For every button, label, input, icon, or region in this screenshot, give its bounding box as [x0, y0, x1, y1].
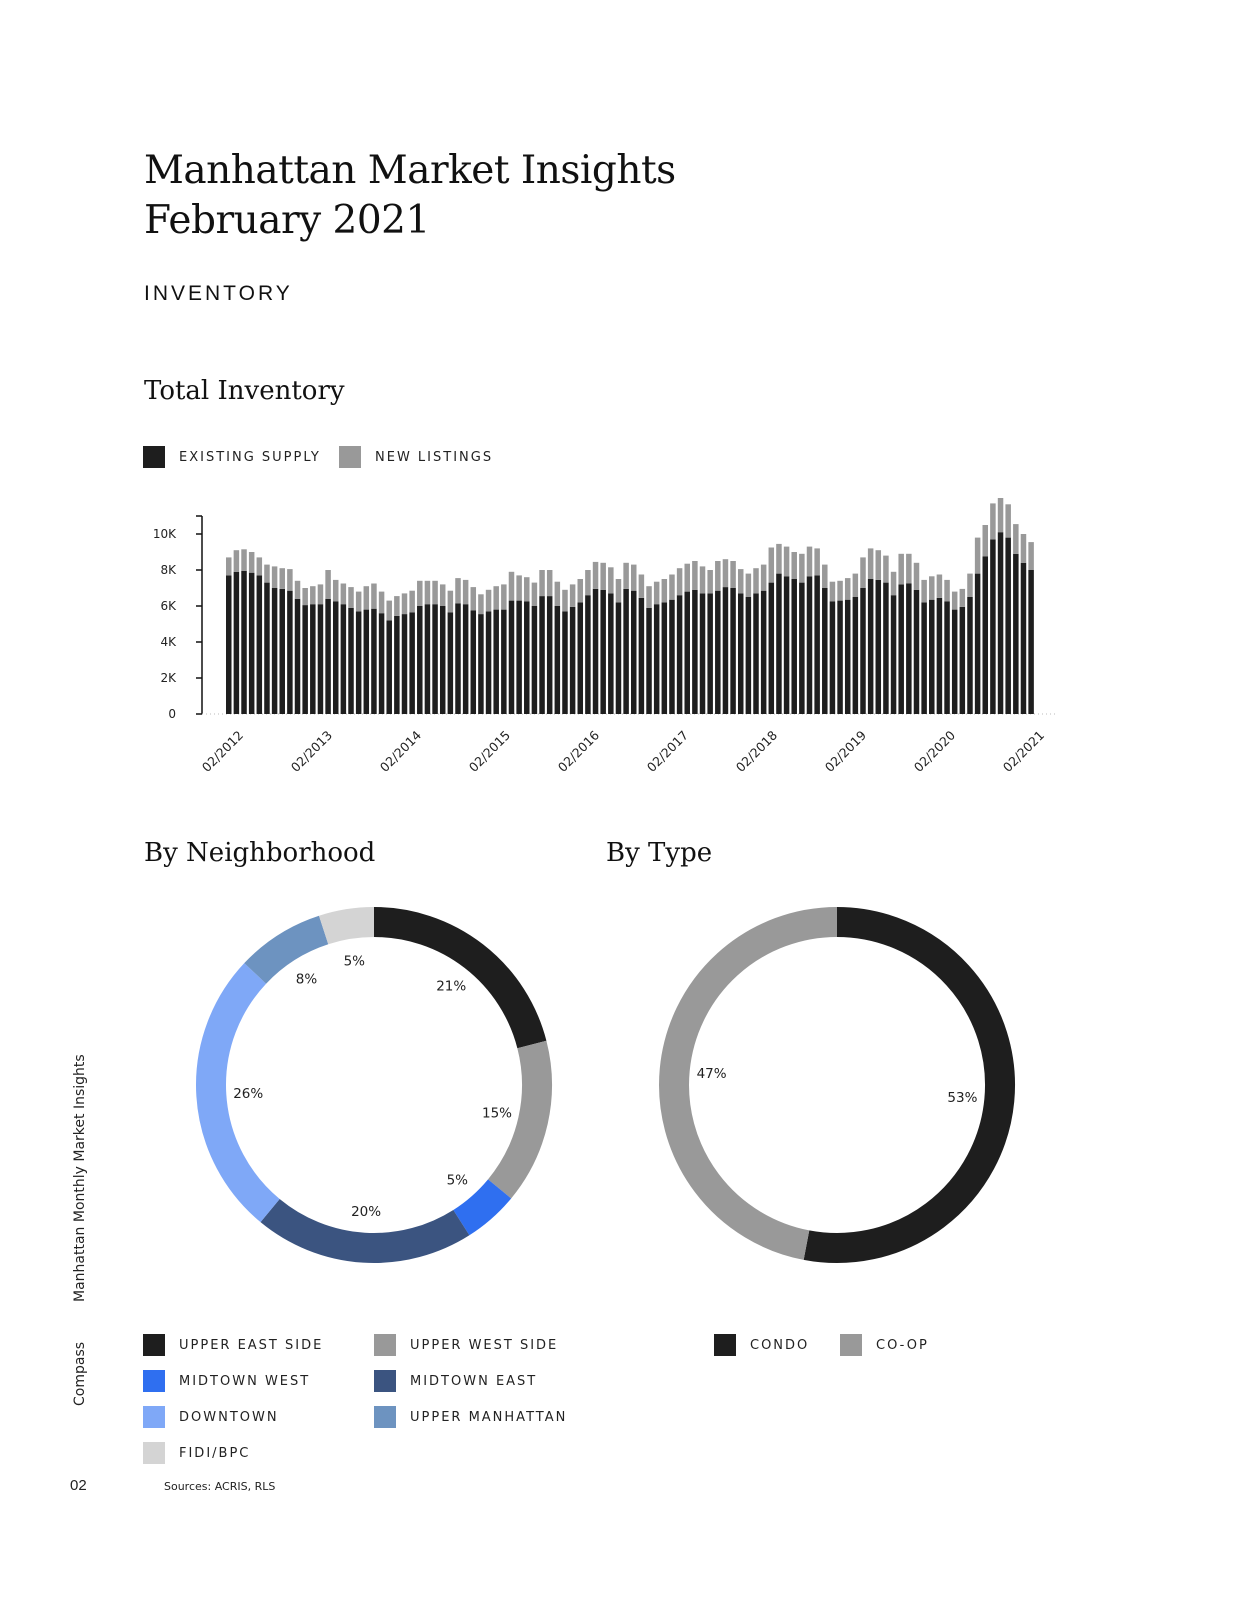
bar-existing-supply: [662, 602, 668, 714]
bar-new-listings: [883, 556, 889, 583]
bar-new-listings: [516, 575, 522, 600]
bar-new-listings: [891, 572, 897, 595]
bar-new-listings: [1013, 524, 1019, 554]
bar-new-listings: [394, 596, 400, 616]
bar-new-listings: [921, 580, 927, 603]
bar-new-listings: [677, 568, 683, 595]
bar-new-listings: [417, 581, 423, 606]
bar-new-listings: [585, 570, 591, 595]
bar-existing-supply: [738, 593, 744, 714]
bar-existing-supply: [616, 602, 622, 714]
bar-new-listings: [738, 569, 744, 593]
bar-existing-supply: [417, 606, 423, 714]
legend-swatch-existing: [143, 446, 165, 468]
bar-existing-supply: [799, 583, 805, 714]
bar-existing-supply: [891, 595, 897, 714]
bar-new-listings: [769, 548, 775, 583]
bar-new-listings: [302, 588, 308, 605]
bar-existing-supply: [600, 590, 606, 714]
neighborhood-slice-label: 8%: [295, 971, 318, 988]
bar-new-listings: [684, 564, 690, 592]
bar-existing-supply: [1005, 538, 1011, 714]
bar-new-listings: [532, 583, 538, 606]
sources-note: Sources: ACRIS, RLS: [164, 1480, 276, 1493]
bar-existing-supply: [990, 539, 996, 714]
bar-new-listings: [356, 592, 362, 612]
bar-new-listings: [623, 563, 629, 589]
legend-item-condo-swatch: [714, 1334, 736, 1356]
neighborhood-slice-label: 5%: [446, 1172, 469, 1189]
bar-existing-supply: [402, 614, 408, 714]
bar-new-listings: [600, 563, 606, 590]
bar-new-listings: [325, 570, 331, 599]
bar-existing-supply: [379, 613, 385, 714]
bar-new-listings: [730, 561, 736, 588]
bar-existing-supply: [371, 609, 377, 714]
bar-existing-supply: [249, 573, 255, 714]
bar-new-listings: [868, 548, 874, 579]
neighborhood-donut: [180, 890, 570, 1280]
bar-existing-supply: [493, 610, 499, 714]
bar-existing-supply: [845, 600, 851, 714]
bar-new-listings: [700, 566, 706, 593]
bar-new-listings: [234, 550, 240, 572]
legend-item-midtown-west-swatch: [143, 1370, 165, 1392]
x-tick-label: 02/2017: [643, 727, 692, 775]
neighborhood-slice-label: 26%: [233, 1085, 264, 1102]
legend-item-downtown-swatch: [143, 1406, 165, 1428]
bar-new-listings: [967, 574, 973, 597]
bar-new-listings: [1021, 534, 1027, 563]
bar-new-listings: [379, 592, 385, 614]
bar-chart-legend: [143, 446, 743, 470]
legend-item-upper-manhattan-swatch: [374, 1406, 396, 1428]
bar-existing-supply: [272, 588, 278, 714]
bar-new-listings: [547, 570, 553, 596]
bar-existing-supply: [646, 608, 652, 714]
bar-new-listings: [578, 579, 584, 602]
bar-new-listings: [471, 587, 477, 610]
bar-new-listings: [264, 565, 270, 583]
bar-new-listings: [814, 548, 820, 575]
x-tick-label: 02/2013: [287, 727, 336, 775]
bar-new-listings: [371, 584, 377, 609]
bar-new-listings: [654, 582, 660, 605]
neighborhood-slice-label: 15%: [481, 1105, 513, 1122]
bar-new-listings: [432, 581, 438, 604]
bar-existing-supply: [791, 579, 797, 714]
neighborhood-slice-label: 5%: [343, 953, 366, 970]
bar-new-listings: [295, 581, 301, 599]
legend-item-midtown-east-label: MIDTOWN EAST: [410, 1374, 538, 1389]
bar-existing-supply: [929, 600, 935, 714]
bar-new-listings: [440, 584, 446, 606]
bar-existing-supply: [539, 596, 545, 714]
bar-new-listings: [555, 582, 561, 606]
bar-existing-supply: [295, 599, 301, 714]
bar-existing-supply: [547, 596, 553, 714]
bar-existing-supply: [654, 604, 660, 714]
bar-new-listings: [898, 554, 904, 585]
bar-new-listings: [364, 586, 370, 609]
bar-new-listings: [524, 577, 530, 601]
type-slice-co-op: [674, 922, 837, 1245]
bar-new-listings: [646, 586, 652, 608]
bar-existing-supply: [723, 587, 729, 714]
bar-new-listings: [830, 582, 836, 602]
bar-new-listings: [562, 590, 568, 612]
bar-new-listings: [784, 547, 790, 577]
bar-existing-supply: [860, 588, 866, 714]
neighborhood-slice-label: 21%: [436, 978, 467, 995]
y-tick-label: 4K: [160, 635, 176, 649]
bar-new-listings: [279, 568, 285, 589]
bar-new-listings: [402, 593, 408, 614]
bar-existing-supply: [983, 557, 989, 715]
bar-new-listings: [448, 591, 454, 613]
neighborhood-legend: [143, 1334, 603, 1474]
bar-new-listings: [310, 586, 316, 604]
bar-new-listings: [837, 581, 843, 601]
bar-existing-supply: [585, 595, 591, 714]
legend-item-fidi-bpc-swatch: [143, 1442, 165, 1464]
legend-label-existing: EXISTING SUPPLY: [179, 450, 321, 465]
bar-new-listings: [257, 557, 263, 575]
bar-existing-supply: [730, 588, 736, 714]
bar-new-listings: [570, 584, 576, 607]
legend-item-upper-west-side-label: UPPER WEST SIDE: [410, 1338, 559, 1353]
bar-existing-supply: [830, 602, 836, 715]
bar-chart-title: Total Inventory: [144, 376, 345, 406]
bar-new-listings: [425, 581, 431, 604]
neighborhood-slice-midtown-west: [461, 1189, 499, 1223]
bar-new-listings: [455, 578, 461, 603]
bar-new-listings: [983, 525, 989, 557]
bar-existing-supply: [386, 620, 392, 714]
bar-new-listings: [761, 565, 767, 591]
bar-existing-supply: [692, 590, 698, 714]
bar-existing-supply: [876, 580, 882, 714]
bar-existing-supply: [333, 602, 339, 715]
section-heading: INVENTORY: [144, 282, 293, 305]
bar-existing-supply: [578, 602, 584, 714]
bar-new-listings: [929, 576, 935, 599]
bar-existing-supply: [937, 598, 943, 714]
bar-new-listings: [937, 575, 943, 598]
bar-new-listings: [990, 503, 996, 539]
legend-item-midtown-west-label: MIDTOWN WEST: [179, 1374, 311, 1389]
bar-existing-supply: [509, 601, 515, 714]
bar-existing-supply: [257, 575, 263, 714]
bar-existing-supply: [425, 604, 431, 714]
bar-existing-supply: [952, 610, 958, 714]
legend-item-upper-east-side-swatch: [143, 1334, 165, 1356]
legend-item-co-op-swatch: [840, 1334, 862, 1356]
bar-new-listings: [593, 562, 599, 589]
bar-existing-supply: [241, 571, 247, 714]
bar-new-listings: [692, 561, 698, 590]
bar-new-listings: [318, 584, 324, 604]
bar-existing-supply: [562, 611, 568, 714]
legend-swatch-new: [339, 446, 361, 468]
page-title-line1: Manhattan Market Insights: [144, 148, 676, 193]
bar-existing-supply: [776, 574, 782, 714]
bar-new-listings: [807, 547, 813, 577]
bar-existing-supply: [234, 572, 240, 714]
bar-existing-supply: [1021, 563, 1027, 714]
type-slice-label: 53%: [947, 1089, 978, 1106]
bar-new-listings: [1028, 542, 1034, 570]
side-brand: Compass: [72, 1341, 88, 1406]
bar-new-listings: [860, 557, 866, 588]
bar-existing-supply: [348, 608, 354, 714]
bar-existing-supply: [432, 604, 438, 714]
x-tick-label: 02/2016: [554, 727, 603, 775]
bar-existing-supply: [264, 583, 270, 714]
bar-existing-supply: [761, 591, 767, 714]
x-tick-label: 02/2021: [999, 727, 1048, 775]
bar-existing-supply: [967, 597, 973, 714]
type-slice-label: 47%: [696, 1066, 727, 1083]
bar-new-listings: [287, 569, 293, 591]
bar-new-listings: [509, 572, 515, 601]
type-legend: [714, 1334, 974, 1364]
bar-existing-supply: [898, 584, 904, 714]
x-tick-label: 02/2015: [465, 727, 514, 775]
bar-existing-supply: [409, 612, 415, 714]
bar-new-listings: [501, 584, 507, 609]
bar-existing-supply: [707, 593, 713, 714]
bar-existing-supply: [769, 583, 775, 714]
bar-new-listings: [662, 579, 668, 602]
bar-existing-supply: [700, 593, 706, 714]
bar-new-listings: [463, 580, 469, 604]
bar-new-listings: [975, 538, 981, 574]
type-donut: [643, 890, 1033, 1280]
legend-label-new: NEW LISTINGS: [375, 450, 494, 465]
bar-new-listings: [669, 575, 675, 600]
bar-new-listings: [1005, 504, 1011, 537]
bar-new-listings: [241, 549, 247, 571]
legend-item-upper-west-side-swatch: [374, 1334, 396, 1356]
bar-new-listings: [608, 567, 614, 593]
legend-item-upper-manhattan-label: UPPER MANHATTAN: [410, 1410, 568, 1425]
bar-existing-supply: [516, 601, 522, 714]
bar-new-listings: [333, 580, 339, 602]
bar-new-listings: [776, 544, 782, 574]
bar-new-listings: [478, 594, 484, 614]
legend-item-fidi-bpc-label: FIDI/BPC: [179, 1446, 251, 1461]
bar-chart: [0, 490, 1236, 810]
bar-existing-supply: [524, 602, 530, 715]
bar-new-listings: [539, 570, 545, 596]
bar-existing-supply: [1013, 554, 1019, 714]
legend-item-upper-east-side-label: UPPER EAST SIDE: [179, 1338, 324, 1353]
bar-existing-supply: [486, 611, 492, 714]
page-title-line2: February 2021: [144, 198, 430, 243]
bar-existing-supply: [440, 606, 446, 714]
bar-existing-supply: [325, 599, 331, 714]
bar-existing-supply: [570, 607, 576, 714]
bar-new-listings: [715, 561, 721, 591]
bar-existing-supply: [914, 590, 920, 714]
bar-existing-supply: [341, 604, 347, 714]
bar-existing-supply: [837, 601, 843, 714]
page-title: [144, 146, 676, 246]
bar-new-listings: [639, 575, 645, 598]
bar-existing-supply: [364, 610, 370, 714]
bar-existing-supply: [287, 591, 293, 714]
bar-new-listings: [723, 559, 729, 587]
bar-existing-supply: [784, 576, 790, 714]
bar-new-listings: [960, 589, 966, 607]
side-label: Manhattan Monthly Market Insights: [72, 1054, 88, 1302]
y-tick-label: 10K: [152, 527, 176, 541]
neighborhood-slice-upper-manhattan: [255, 930, 323, 973]
bar-new-listings: [799, 554, 805, 583]
y-tick-label: 2K: [160, 671, 176, 685]
bar-existing-supply: [998, 532, 1004, 714]
bar-new-listings: [348, 587, 354, 608]
bar-existing-supply: [746, 597, 752, 714]
x-tick-label: 02/2014: [376, 727, 425, 775]
bar-existing-supply: [883, 583, 889, 714]
bar-existing-supply: [921, 602, 927, 714]
bar-existing-supply: [310, 604, 316, 714]
bar-existing-supply: [623, 589, 629, 714]
x-tick-label: 02/2012: [198, 727, 247, 775]
bar-existing-supply: [631, 591, 637, 714]
bar-existing-supply: [906, 584, 912, 715]
bar-new-listings: [853, 574, 859, 597]
bar-new-listings: [746, 574, 752, 597]
bar-new-listings: [753, 568, 759, 593]
bar-new-listings: [914, 563, 920, 590]
bar-existing-supply: [471, 611, 477, 715]
bar-existing-supply: [478, 614, 484, 714]
bar-new-listings: [486, 590, 492, 612]
bar-existing-supply: [944, 602, 950, 715]
legend-item-downtown-label: DOWNTOWN: [179, 1410, 279, 1425]
bar-existing-supply: [455, 603, 461, 714]
x-tick-label: 02/2019: [821, 727, 870, 775]
bar-existing-supply: [532, 606, 538, 714]
x-tick-label: 02/2018: [732, 727, 781, 775]
bar-existing-supply: [684, 592, 690, 714]
bar-existing-supply: [593, 589, 599, 714]
bar-existing-supply: [853, 597, 859, 714]
bar-new-listings: [226, 557, 232, 575]
legend-item-condo-label: CONDO: [750, 1338, 810, 1353]
bar-new-listings: [952, 592, 958, 610]
x-tick-label: 02/2020: [910, 727, 959, 775]
y-tick-label: 8K: [160, 563, 176, 577]
bar-existing-supply: [302, 605, 308, 714]
bar-existing-supply: [279, 589, 285, 714]
bar-existing-supply: [226, 575, 232, 714]
bar-existing-supply: [868, 579, 874, 714]
type-chart-title: By Type: [606, 838, 713, 868]
bar-existing-supply: [822, 588, 828, 714]
bar-new-listings: [631, 565, 637, 591]
type-slice-condo: [806, 922, 1000, 1248]
bar-new-listings: [944, 580, 950, 602]
bar-existing-supply: [669, 600, 675, 714]
bar-existing-supply: [753, 593, 759, 714]
bar-existing-supply: [960, 607, 966, 714]
bar-new-listings: [386, 601, 392, 621]
bar-new-listings: [493, 586, 499, 609]
neighborhood-chart-title: By Neighborhood: [144, 838, 376, 868]
bar-existing-supply: [639, 598, 645, 714]
bar-new-listings: [249, 552, 255, 573]
bar-existing-supply: [1028, 570, 1034, 714]
bar-existing-supply: [608, 593, 614, 714]
bar-existing-supply: [975, 574, 981, 714]
bar-new-listings: [998, 498, 1004, 532]
bar-new-listings: [409, 591, 415, 613]
bar-existing-supply: [807, 576, 813, 714]
bar-existing-supply: [501, 610, 507, 714]
bar-existing-supply: [394, 616, 400, 714]
neighborhood-slice-fidi-bpc: [324, 922, 374, 930]
page-number: 02: [70, 1477, 87, 1494]
bar-existing-supply: [555, 606, 561, 714]
neighborhood-slice-label: 20%: [351, 1203, 382, 1220]
bar-existing-supply: [463, 604, 469, 714]
bar-existing-supply: [814, 575, 820, 714]
bar-new-listings: [616, 579, 622, 602]
bar-new-listings: [876, 550, 882, 580]
bar-existing-supply: [715, 591, 721, 714]
legend-item-co-op-label: CO-OP: [876, 1338, 929, 1353]
bar-existing-supply: [677, 595, 683, 714]
bar-existing-supply: [448, 612, 454, 714]
bar-new-listings: [341, 584, 347, 605]
bar-existing-supply: [356, 611, 362, 714]
y-tick-label: 0: [168, 707, 176, 721]
y-tick-label: 6K: [160, 599, 176, 613]
bar-existing-supply: [318, 604, 324, 714]
legend-item-midtown-east-swatch: [374, 1370, 396, 1392]
bar-new-listings: [845, 578, 851, 600]
bar-new-listings: [791, 552, 797, 579]
bar-new-listings: [707, 570, 713, 593]
bar-new-listings: [822, 565, 828, 588]
bar-new-listings: [906, 554, 912, 584]
bar-new-listings: [272, 566, 278, 588]
